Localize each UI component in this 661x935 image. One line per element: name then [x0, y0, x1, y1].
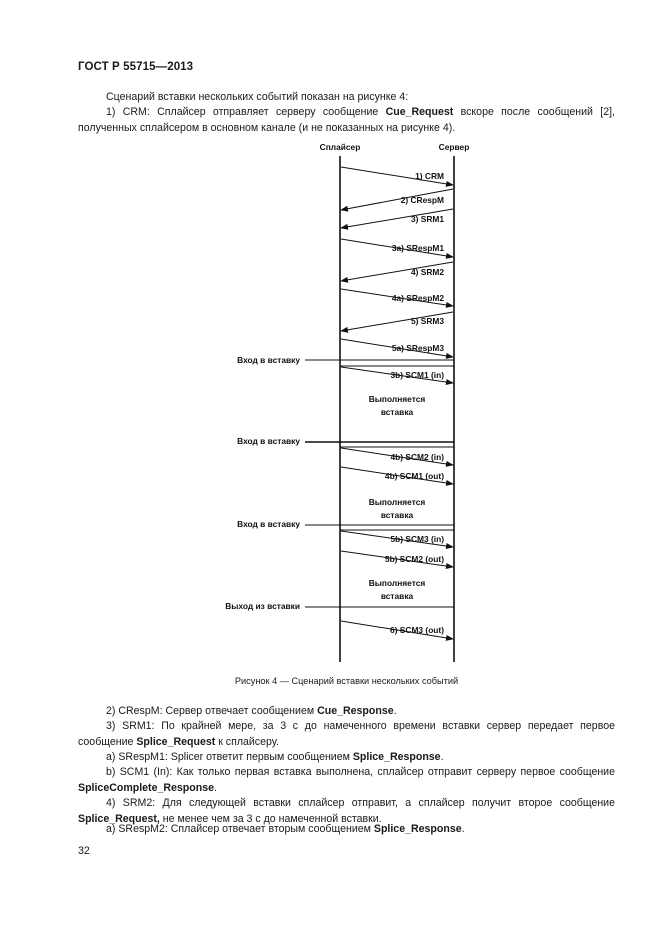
- message-label: 4b) SCM1 (out): [384, 471, 444, 481]
- body-para-2: [78, 704, 615, 720]
- text-s2b: Cue_Response: [317, 705, 394, 717]
- lane-label-splicer: Сплайсер: [319, 142, 361, 152]
- message-label: 6) SCM3 (out): [390, 625, 444, 635]
- intro-text-2c: вскоре после сообщений [2], полученных сплайсером в основном канале (и не показанных на рисунке 4).: [78, 106, 615, 134]
- document-code-header: ГОСТ Р 55715—2013: [78, 61, 194, 73]
- text-s4c: не менее чем за 3 с до намеченной вставки.: [159, 812, 382, 825]
- message-label: 3) SRM1: [410, 214, 444, 224]
- exec-label-3b: вставка: [380, 591, 414, 601]
- message-label: 4a) SRespM2: [391, 293, 444, 303]
- body-para-3a: [78, 750, 615, 766]
- body-para-3: [78, 719, 615, 750]
- side-label-insert-2: Вход в вставку: [237, 436, 300, 446]
- message-label: 5b) SCM2 (out): [384, 554, 444, 564]
- page-number: 32: [78, 845, 90, 857]
- text-s3b: Splice_Request: [136, 735, 216, 748]
- text-s4b: Splice_Request,: [78, 812, 160, 825]
- exec-label-2a: Выполняется: [368, 497, 426, 507]
- text-s3ac: .: [440, 751, 444, 763]
- exec-label-2b: вставка: [380, 510, 414, 520]
- message-label: 5a) SRespM3: [391, 343, 444, 353]
- text-s3ab: Splice_Response: [352, 751, 441, 763]
- side-label-insert-1: Вход в вставку: [237, 355, 300, 365]
- message-label: 1) CRM: [415, 171, 444, 181]
- message-label: 3b) SCM1 (in): [390, 370, 444, 380]
- text-s2a: 2) CRespM: Сервер отвечает сообщением: [106, 705, 318, 717]
- intro-text-2b: Cue_Request: [385, 106, 454, 118]
- text-s3bb: SpliceComplete_Response: [78, 781, 214, 794]
- lane-label-server: Сервер: [438, 142, 470, 152]
- message-label: 3a) SRespM1: [391, 243, 444, 253]
- message-label: 2) CRespM: [400, 195, 444, 205]
- side-label-insert-3: Вход в вставку: [237, 519, 300, 529]
- body-para-3b: [78, 765, 615, 796]
- text-s2c: .: [393, 705, 397, 717]
- figure-caption: Рисунок 4 — Сценарий вставки нескольких событий: [234, 676, 459, 686]
- exec-label-1a: Выполняется: [368, 394, 426, 404]
- text-s3ba: b) SCM1 (In): Как только первая вставка выполнена, сплайсер отправит серверу первое сообщение: [106, 766, 615, 778]
- message-label: 4b) SCM2 (in): [390, 452, 444, 462]
- text-s4ab: Splice_Response: [373, 823, 462, 835]
- body-para-4a: [78, 822, 615, 838]
- text-s3bc: .: [214, 781, 217, 794]
- intro-text-1: Сценарий вставки нескольких событий показан на рисунке 4:: [106, 91, 409, 103]
- side-label-exit: Выход из вставки: [225, 601, 300, 611]
- message-label: 5) SRM3: [410, 316, 444, 326]
- text-s3aa: a) SRespM1: Splicer ответит первым сообщением: [106, 751, 353, 763]
- exec-label-1b: вставка: [380, 407, 414, 417]
- text-s3a: 3) SRM1: По крайней мере, за 3 с до намеченного времени вставки сервер передает первое сообщение: [78, 720, 615, 748]
- message-label: 5b) SCM3 (in): [390, 534, 444, 544]
- exec-label-3a: Выполняется: [368, 578, 426, 588]
- text-s4ac: .: [461, 823, 465, 835]
- text-s4a: 4) SRM2: Для следующей вставки сплайсер отправит, а сплайсер получит второе сообщение: [106, 797, 615, 809]
- intro-text-2a: 1) CRM: Сплайсер отправляет серверу сообщение: [106, 106, 386, 118]
- message-label: 4) SRM2: [410, 267, 444, 277]
- text-s3c: к сплайсеру.: [215, 735, 279, 748]
- text-s4aa: a) SRespM2: Сплайсер отвечает вторым сообщением: [106, 823, 374, 835]
